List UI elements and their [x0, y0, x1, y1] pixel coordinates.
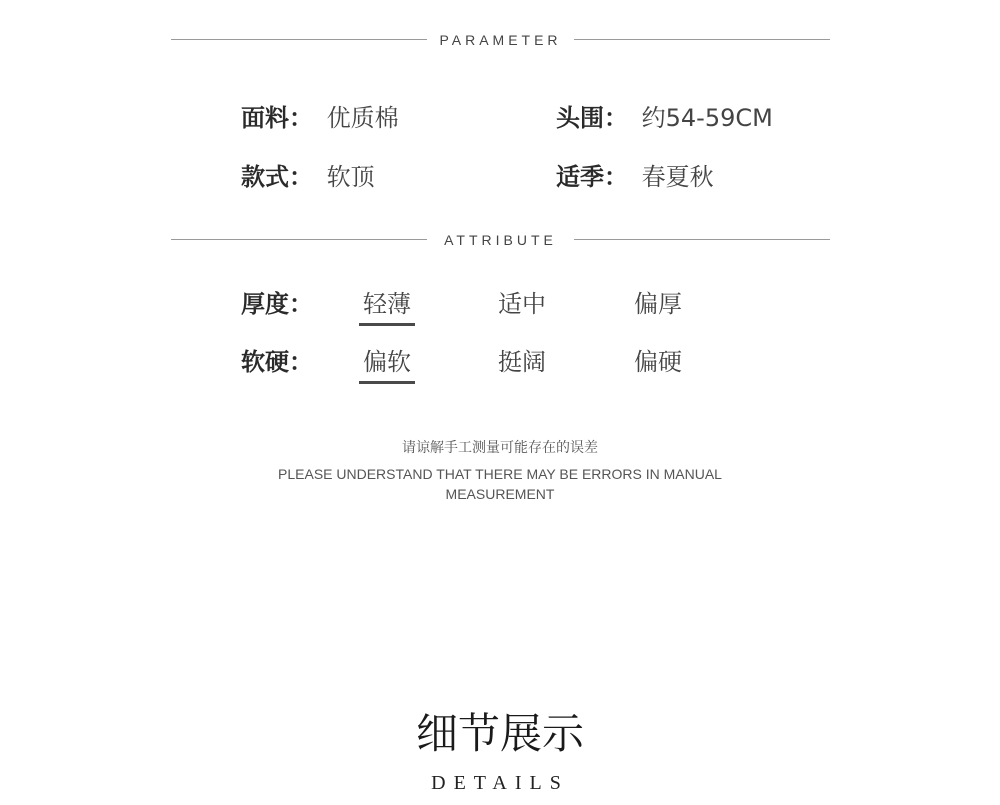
attr-softness-label: 软硬：	[241, 348, 313, 376]
param-fabric-key: 面料：	[241, 104, 313, 132]
param-head-size	[556, 101, 773, 135]
param-style	[241, 160, 375, 194]
param-head-size-key: 头围：	[556, 104, 628, 132]
attr-softness-option-soft: 偏软	[332, 345, 442, 379]
param-fabric	[241, 101, 399, 135]
param-season-key: 适季：	[556, 163, 628, 191]
divider-line	[574, 39, 830, 40]
param-head-size-value: 约54-59CM	[641, 104, 773, 132]
details-title: 细节展示	[415, 709, 584, 758]
attr-thickness-option-medium: 适中	[498, 290, 546, 318]
attr-softness-option-firm: 挺阔	[498, 348, 546, 376]
measurement-note-cn: 请谅解手工测量可能存在的误差	[402, 440, 598, 456]
attr-softness-option-hard: 偏硬	[634, 348, 682, 376]
divider-line	[574, 239, 830, 240]
parameter-heading-label: PARAMETER	[439, 32, 562, 48]
param-fabric-value: 优质棉	[326, 104, 399, 132]
attr-thickness-option-thick: 偏厚	[634, 290, 682, 318]
param-season	[556, 160, 714, 194]
attribute-heading	[171, 230, 830, 250]
param-season-value: 春夏秋	[641, 163, 714, 191]
param-style-value: 软顶	[326, 163, 375, 191]
param-style-key: 款式：	[241, 163, 313, 191]
measurement-note-en: PLEASE UNDERSTAND THAT THERE MAY BE ERRORS IN MANUAL MEASUREMENT	[278, 466, 722, 502]
attr-thickness-label: 厚度：	[241, 290, 313, 318]
details-subtitle: DETAILS	[431, 772, 569, 794]
attribute-heading-label: ATTRIBUTE	[444, 232, 557, 248]
attr-thickness-option-thin: 轻薄	[332, 287, 442, 321]
parameter-heading	[171, 30, 830, 50]
